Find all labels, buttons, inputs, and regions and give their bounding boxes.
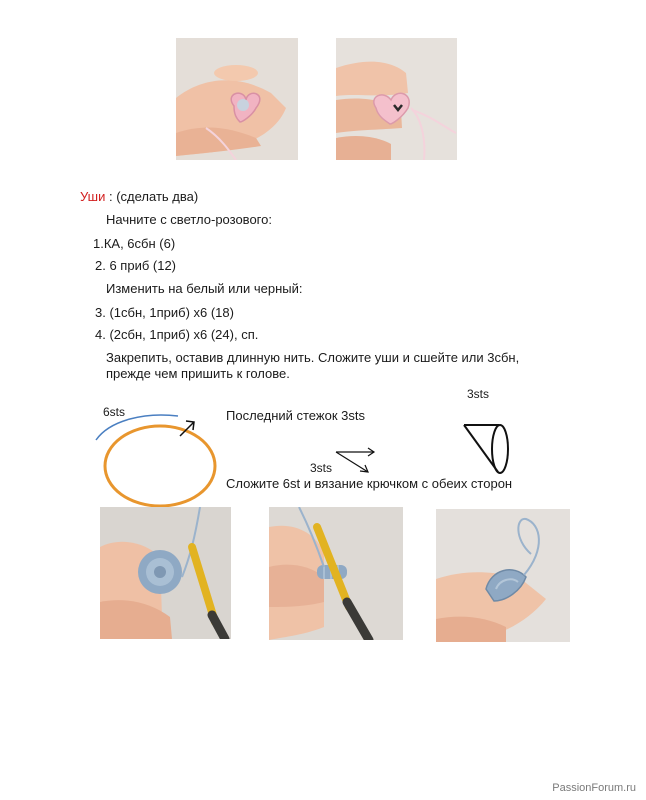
label-last-stitch: Последний стежок 3sts (226, 408, 365, 423)
photo-blue-fold (269, 507, 403, 640)
photo-blue-finished-ear (436, 509, 570, 642)
step-4: 4. (2сбн, 1приб) х6 (24), сп. (95, 327, 259, 342)
ears-title-suffix: : (сделать два) (105, 189, 199, 204)
step-3: 3. (1сбн, 1приб) х6 (18) (95, 305, 234, 320)
ears-title: Уши (80, 189, 106, 204)
label-fold: Сложите 6st и вязание крючком с обеих сторон (226, 476, 513, 491)
step-1: 1.КА, 6сбн (6) (93, 236, 176, 251)
label-6sts: 6sts (103, 405, 126, 419)
step-2: 2. 6 приб (12) (95, 258, 177, 273)
label-3sts-top: 3sts (467, 387, 490, 401)
photo-blue-ring (100, 507, 231, 639)
label-3sts-mid: 3sts (310, 461, 333, 475)
watermark: PassionForum.ru (552, 782, 636, 794)
ears-intro: Начните с светло-розового: (106, 212, 272, 227)
fold-arrows (336, 448, 374, 472)
finish-line-2: прежде чем пришить к голове. (106, 366, 290, 381)
finish-line-1: Закрепить, оставив длинную нить. Сложите уши и сшейте или 3сбн, (106, 350, 520, 365)
change-color-note: Изменить на белый или черный: (106, 281, 303, 296)
ring-circle (105, 426, 215, 506)
cone-shape (464, 425, 508, 473)
